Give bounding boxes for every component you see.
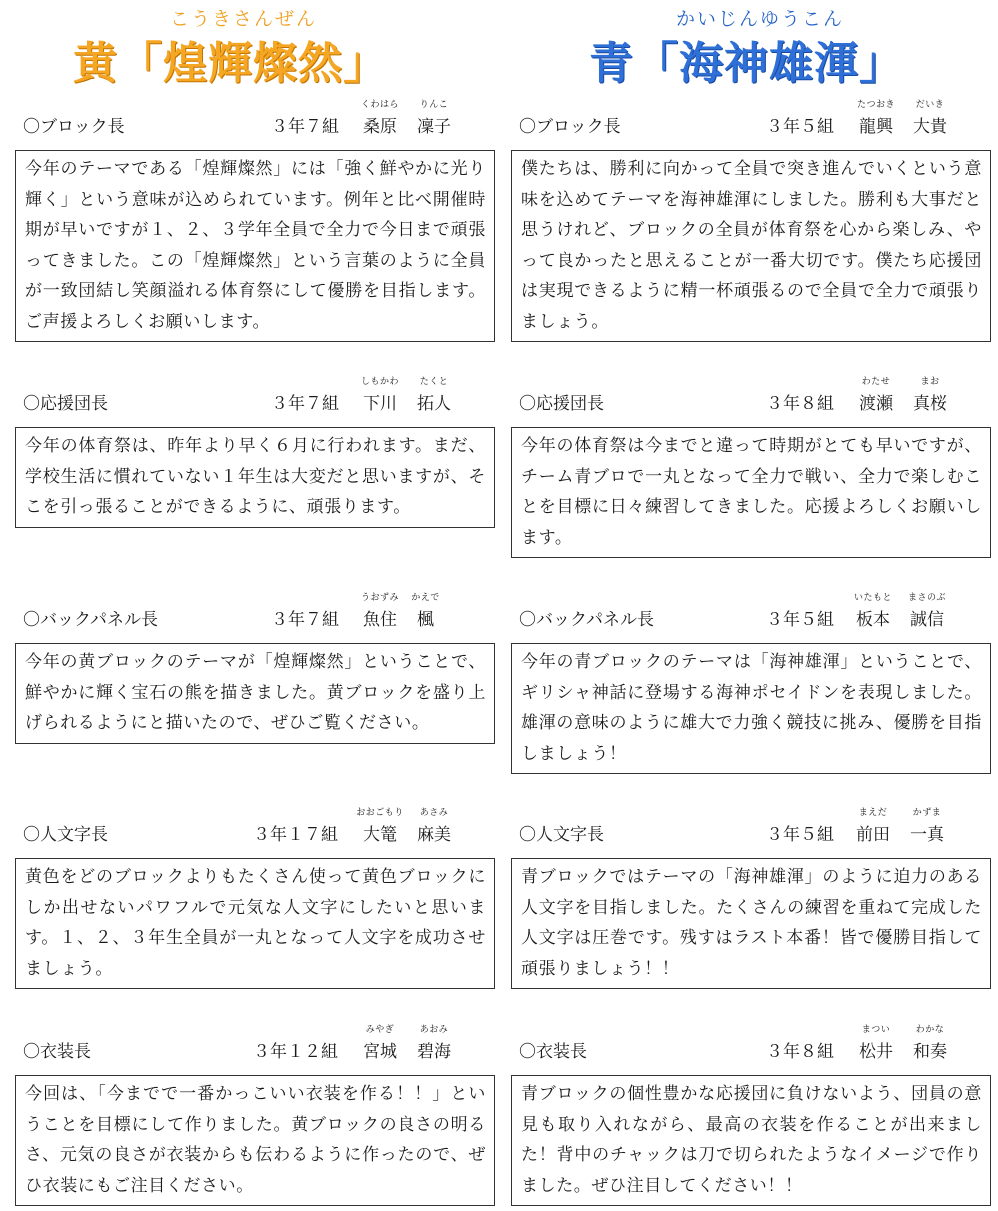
family-name [859,1025,893,1062]
section-header [511,808,991,848]
name-ruby: わかな [915,1025,945,1035]
name-ruby: いたもと [853,593,893,603]
name-ruby: あさみ [419,808,449,818]
blue-title: 青「海神雄渾」 [589,38,904,89]
role-label: 〇バックパネル長 [519,610,654,630]
name-ruby: かずま [912,808,942,818]
class-label: ３年５組 [766,610,834,630]
role-label: 〇人文字長 [23,825,108,845]
name-text: 宮城 [363,1042,397,1062]
name-text: 前田 [856,825,890,845]
section-header [15,377,495,417]
message-box: 今回は、「今までで一番かっこいい衣装を作る！！」ということを目標にして作りました。黄ブロックの良さの明るさ、元気の良さが衣装からも伝わるように作ったので、ぜひ衣装にもご注目ください。 [15,1075,495,1206]
name-text: 大篭 [363,825,397,845]
student-name [856,808,944,845]
name-ruby: しもかわ [360,377,400,387]
yellow-title-area [15,0,495,98]
family-name [859,377,893,414]
name-text: 松井 [859,1042,893,1062]
yellow-section-5 [15,1025,495,1206]
given-name [417,100,451,137]
blue-block-column [511,0,991,1196]
role-label: 〇応援団長 [519,394,604,414]
blue-title-ruby: かいじんゆうこん [676,8,845,30]
class-label: ３年７組 [271,117,339,137]
yellow-section-4 [15,808,495,989]
name-text: 拓人 [417,394,451,414]
class-label: ３年８組 [766,394,834,414]
role-label: 〇応援団長 [23,394,108,414]
name-ruby: くわはら [360,100,400,110]
section-header [511,100,991,140]
message-box: 今年の体育祭は今までと違って時期がとても早いですが、チーム青ブロで一丸となって全力で戦い、全力で楽しむことを目標に日々練習してきました。応援よろしくお願いします。 [511,427,991,558]
name-ruby: だいき [915,100,945,110]
blue-section-5 [511,1025,991,1206]
student-name [360,100,451,137]
name-text: 渡瀬 [859,394,893,414]
message-box: 青ブロックではテーマの「海神雄渾」のように迫力のある人文字を目指しました。たくさんの練習を重ねて完成した人文字は圧巻です。残すはラスト本番！皆で優勝目指して頑張りましょう！！ [511,858,991,989]
name-text: 桑原 [363,117,397,137]
name-ruby: まつい [861,1025,891,1035]
given-name [417,1025,451,1062]
blue-section-4 [511,808,991,989]
given-name [910,808,944,845]
name-ruby: かえで [411,593,440,603]
role-label: 〇バックパネル長 [23,610,158,630]
blue-section-2 [511,377,991,558]
role-label: 〇衣装長 [519,1042,587,1062]
family-name [360,593,400,630]
student-name [853,593,947,630]
name-text: 麻美 [417,825,451,845]
section-header [511,377,991,417]
name-ruby: みやぎ [365,1025,395,1035]
role-label: 〇衣装長 [23,1042,91,1062]
class-label: ３年５組 [766,825,834,845]
role-label: 〇人文字長 [519,825,604,845]
section-header [511,1025,991,1065]
section-header [511,593,991,633]
class-label: ３年１７組 [253,825,338,845]
yellow-block-column [15,0,495,1196]
given-name [417,377,451,414]
yellow-section-2 [15,377,495,528]
given-name [913,1025,947,1062]
name-text: 真桜 [913,394,947,414]
name-text: 和奏 [913,1042,947,1062]
class-label: ３年５組 [766,117,834,137]
student-name [360,593,440,630]
name-ruby: うおずみ [360,593,400,603]
family-name [853,593,893,630]
student-name [356,808,451,845]
name-text: 誠信 [910,610,944,630]
name-text: 碧海 [417,1042,451,1062]
message-box: 今年の黄ブロックのテーマが「煌輝燦然」ということで、鮮やかに輝く宝石の熊を描きました。黄ブロックを盛り上げられるようにと描いたので、ぜひご覧ください。 [15,643,495,744]
message-box: 今年の体育祭は、昨年より早く６月に行われます。まだ、学校生活に慣れていない１年生は大変だと思いますが、そこを引っ張ることができるように、頑張ります。 [15,427,495,528]
name-text: 大貴 [913,117,947,137]
student-name [856,100,947,137]
name-ruby: まえだ [858,808,888,818]
class-label: ３年７組 [271,394,339,414]
student-name [363,1025,451,1062]
message-box: 僕たちは、勝利に向かって全員で突き進んでいくという意味を込めてテーマを海神雄渾にしました。勝利も大事だと思うけれど、ブロックの全員が体育祭を心から楽しみ、やって良かったと思えることが一番大切です。僕たち応援団は実現できるように精一杯頑張るので全員で全力で頑張りましょう。 [511,150,991,342]
yellow-section-3 [15,593,495,744]
given-name [907,593,947,630]
class-label: ３年８組 [766,1042,834,1062]
message-box: 青ブロックの個性豊かな応援団に負けないよう、団員の意見も取り入れながら、最高の衣装を作ることが出来ました！背中のチャックは刀で切られたようなイメージで作りました。ぜひ注目してください！！ [511,1075,991,1206]
section-header [15,100,495,140]
given-name [913,100,947,137]
name-text: 下川 [363,394,397,414]
family-name [363,1025,397,1062]
yellow-title: 黄「煌輝燦然」 [73,38,388,89]
name-text: 魚住 [363,610,397,630]
blue-title-area [511,0,991,98]
yellow-section-1 [15,100,495,342]
blue-section-1 [511,100,991,342]
message-box: 今年の青ブロックのテーマは「海神雄渾」ということで、ギリシャ神話に登場する海神ポセイドンを表現しました。雄渾の意味のように雄大で力強く競技に挑み、優勝を目指しましょう！ [511,643,991,774]
role-label: 〇ブロック長 [519,117,621,137]
section-header [15,808,495,848]
name-ruby: たつおき [856,100,896,110]
name-ruby: おおごもり [356,808,404,818]
section-header [15,1025,495,1065]
class-label: ３年７組 [271,610,339,630]
name-ruby: たくと [419,377,449,387]
name-text: 龍興 [859,117,893,137]
family-name [356,808,404,845]
yellow-title-ruby: こうきさんぜん [170,8,318,30]
blue-section-3 [511,593,991,774]
message-box: 黄色をどのブロックよりもたくさん使って黄色ブロックにしか出せないパワフルで元気な人文字にしたいと思います。１、２、３年生全員が一丸となって人文字を成功させましょう。 [15,858,495,989]
given-name [411,593,440,630]
section-header [15,593,495,633]
student-name [859,377,947,414]
name-text: 凜子 [417,117,451,137]
family-name [856,808,890,845]
name-ruby: りんこ [419,100,449,110]
family-name [856,100,896,137]
role-label: 〇ブロック長 [23,117,125,137]
name-ruby: まさのぶ [907,593,947,603]
class-label: ３年１２組 [253,1042,338,1062]
name-ruby: まお [920,377,940,387]
name-text: 板本 [856,610,890,630]
message-box: 今年のテーマである「煌輝燦然」には「強く鮮やかに光り輝く」という意味が込められています。例年と比べ開催時期が早いですが１、２、３学年全員で全力で今日まで頑張ってきました。この「煌輝燦然」という言葉のように全員が一致団結し笑顔溢れる体育祭にして優勝を目指します。ご声援よろしくお願いします。 [15,150,495,342]
student-name [859,1025,947,1062]
given-name [417,808,451,845]
student-name [360,377,451,414]
given-name [913,377,947,414]
name-text: 楓 [417,610,434,630]
family-name [360,377,400,414]
family-name [360,100,400,137]
name-ruby: わたせ [861,377,891,387]
name-text: 一真 [910,825,944,845]
name-ruby: あおみ [419,1025,449,1035]
